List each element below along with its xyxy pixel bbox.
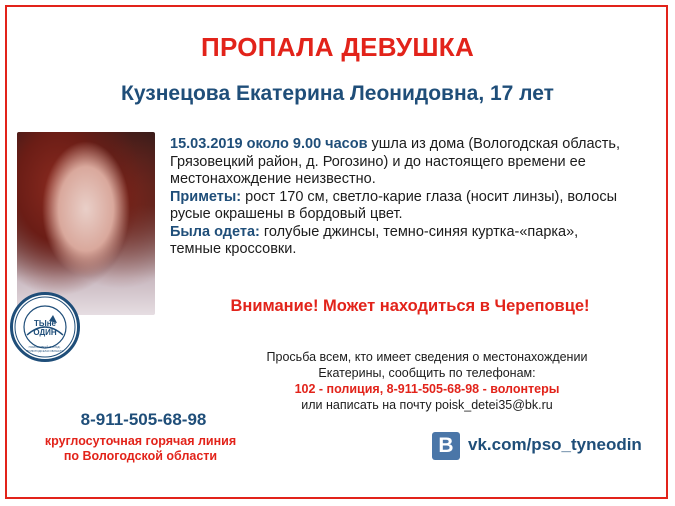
description-clothes-paragraph [170, 224, 630, 259]
request-email-line: или написать на почту poisk_detei35@bk.ru [301, 398, 553, 412]
description-signs-paragraph [170, 189, 630, 224]
hotline-description [28, 434, 253, 464]
clothes-label: Была одета: [170, 223, 260, 240]
hotline-phone: 8-911-505-68-98 [80, 410, 207, 429]
request-line-1: Просьба всем, кто имеет сведения о местонахождении [266, 350, 588, 364]
search-team-emblem [10, 292, 80, 362]
attention-notice: Внимание! Может находиться в Череповце! [230, 297, 590, 315]
vk-logo-icon: В [432, 432, 460, 460]
emblem-ring-text: ПОИСКОВЫЙ ОТРЯД · ВОЛОГОДСКАЯ ОБЛАСТЬ [26, 345, 64, 353]
description-story-paragraph [170, 136, 630, 189]
hotline-line-2: по Вологодской области [63, 449, 218, 463]
signs-text: рост 170 см, светло-карие глаза (носит линзы), волосы русые окрашены в бордовый цвет. [170, 188, 618, 222]
request-phones: 102 - полиция, 8-911-505-68-98 - волонтеры [294, 382, 560, 396]
request-line-2: Екатерины, сообщить по телефонам: [318, 366, 536, 380]
signs-label: Приметы: [170, 188, 242, 205]
missing-date-time: 15.03.2019 около 9.00 часов [170, 136, 368, 152]
missing-person-name: Кузнецова Екатерина Леонидовна, 17 лет [121, 82, 554, 105]
missing-person-photo [17, 132, 155, 315]
description [170, 136, 630, 259]
vk-link[interactable]: vk.com/pso_tyneodin [468, 435, 642, 454]
contact-request [262, 349, 592, 413]
poster-title: ПРОПАЛА ДЕВУШКА [200, 32, 475, 62]
clothes-text: голубые джинсы, темно-синяя куртка-«парка», темные кроссовки. [170, 223, 579, 257]
missing-story: ушла из дома (Вологодская область, Грязовецкий район, д. Рогозино) и до настоящего времени ее местонахождение неизвестно. [170, 136, 621, 187]
hotline-line-1: круглосуточная горячая линия [44, 434, 237, 448]
emblem-text: ТЫне ОДИН [33, 319, 57, 337]
